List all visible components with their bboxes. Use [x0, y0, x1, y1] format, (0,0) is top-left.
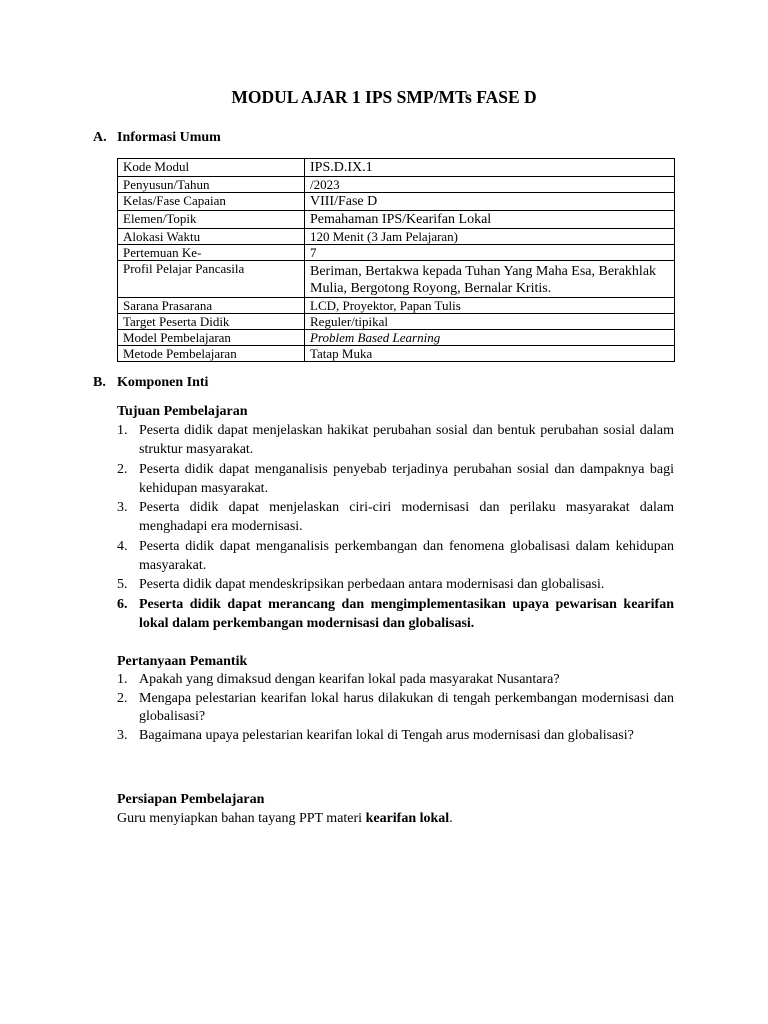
table-cell-value: Problem Based Learning: [305, 330, 675, 346]
table-row: [118, 261, 675, 298]
table-cell-key: Target Peserta Didik: [118, 314, 305, 330]
table-cell-key: Pertemuan Ke-: [118, 245, 305, 261]
section-b-letter: B.: [93, 375, 106, 390]
list-item: [117, 575, 674, 594]
list-item-text: Apakah yang dimaksud dengan kearifan lokal pada masyarakat Nusantara?: [139, 672, 560, 687]
persiapan-section: [117, 790, 674, 828]
list-number: 1.: [117, 672, 128, 687]
table-cell-key: Profil Pelajar Pancasila: [118, 261, 305, 298]
list-item-text: Peserta didik dapat menganalisis penyebab terjadinya perubahan sosial dan dampaknya bagi kehidupan masyarakat.: [139, 461, 674, 496]
table-row: [118, 211, 675, 229]
info-table: [117, 158, 675, 362]
list-item: [117, 421, 674, 460]
persiapan-text-before: Guru menyiapkan bahan tayang PPT materi: [117, 811, 366, 826]
table-cell-key: Metode Pembelajaran: [118, 346, 305, 362]
list-number: 4.: [117, 538, 128, 554]
table-cell-key: Elemen/Topik: [118, 211, 305, 229]
pemantik-heading: Pertanyaan Pemantik: [117, 654, 248, 669]
table-cell-value: Reguler/tipikal: [305, 314, 675, 330]
persiapan-heading: Persiapan Pembelajaran: [117, 792, 265, 807]
list-number: 2.: [117, 690, 128, 706]
table-cell-key: Penyusun/Tahun: [118, 177, 305, 193]
document-title: MODUL AJAR 1 IPS SMP/MTs FASE D: [231, 87, 537, 107]
list-item: [117, 498, 674, 537]
table-row: [118, 346, 675, 362]
tujuan-list: [117, 421, 674, 633]
list-number: 3.: [117, 727, 128, 743]
list-item-text: Mengapa pelestarian kearifan lokal harus dilakukan di tengah perkembangan modernisasi dan globalisasi?: [139, 690, 674, 724]
table-cell-value: /2023: [305, 177, 675, 193]
table-cell-key: Sarana Prasarana: [118, 298, 305, 314]
table-cell-key: Model Pembelajaran: [118, 330, 305, 346]
list-item-text: Peserta didik dapat menganalisis perkembangan dan fenomena globalisasi dalam kehidupan masyarakat.: [139, 538, 674, 574]
table-cell-key: Kode Modul: [118, 159, 305, 177]
table-row: [118, 330, 675, 346]
section-b-title: Komponen Inti: [117, 375, 209, 390]
section-a-heading: [93, 130, 221, 146]
list-item: [117, 537, 674, 576]
section-b-heading: [93, 375, 208, 391]
table-row: [118, 229, 675, 245]
table-cell-key: Alokasi Waktu: [118, 229, 305, 245]
persiapan-text: [117, 809, 674, 828]
table-row: [118, 159, 675, 177]
section-a-title: Informasi Umum: [117, 130, 221, 145]
list-item-text: Peserta didik dapat merancang dan mengimplementasikan upaya pewarisan kearifan lokal dalam perkembangan modernisasi dan globalisasi.: [139, 596, 674, 631]
list-number: 3.: [117, 500, 128, 516]
list-number: 6.: [117, 596, 128, 612]
table-row: [118, 177, 675, 193]
pemantik-section: [117, 652, 674, 745]
list-item-text: Peserta didik dapat mendeskripsikan perbedaan antara modernisasi dan globalisasi.: [139, 577, 605, 593]
table-cell-value: Pemahaman IPS/Kearifan Lokal: [305, 211, 675, 229]
list-number: 2.: [117, 461, 128, 477]
list-item: [117, 690, 674, 727]
persiapan-text-after: .: [449, 811, 453, 826]
table-row: [118, 298, 675, 314]
list-item-text: Peserta didik dapat menjelaskan ciri-ciri modernisasi dan perilaku masyarakat dalam menghadapi era modernisasi.: [139, 500, 674, 535]
table-row: [118, 245, 675, 261]
table-row: [118, 193, 675, 211]
list-item-text: Bagaimana upaya pelestarian kearifan lokal di Tengah arus modernisasi dan globalisasi?: [139, 727, 634, 743]
list-item: [117, 460, 674, 499]
list-item: [117, 595, 674, 634]
table-cell-value: LCD, Proyektor, Papan Tulis: [305, 298, 675, 314]
pemantik-list: [117, 671, 674, 745]
table-cell-value: 120 Menit (3 Jam Pelajaran): [305, 229, 675, 245]
list-item-text: Peserta didik dapat menjelaskan hakikat perubahan sosial dan bentuk perubahan sosial dalam struktur masyarakat.: [139, 423, 674, 458]
table-row: [118, 314, 675, 330]
table-cell-value: VIII/Fase D: [305, 193, 675, 211]
table-cell-key: Kelas/Fase Capaian: [118, 193, 305, 211]
list-item: [117, 671, 674, 690]
table-cell-value: IPS.D.IX.1: [305, 159, 675, 177]
persiapan-text-bold: kearifan lokal: [365, 811, 450, 826]
table-cell-value: 7: [305, 245, 675, 261]
table-cell-value: Tatap Muka: [305, 346, 675, 362]
list-item: [117, 727, 674, 746]
list-number: 5.: [117, 577, 128, 593]
list-number: 1.: [117, 423, 128, 438]
tujuan-section: [117, 402, 674, 633]
tujuan-heading: Tujuan Pembelajaran: [117, 404, 248, 419]
section-a-letter: A.: [93, 130, 107, 145]
table-cell-value: Beriman, Bertakwa kepada Tuhan Yang Maha Esa, Berakhlak Mulia, Bergotong Royong, Bernalar Kritis.: [305, 261, 675, 298]
